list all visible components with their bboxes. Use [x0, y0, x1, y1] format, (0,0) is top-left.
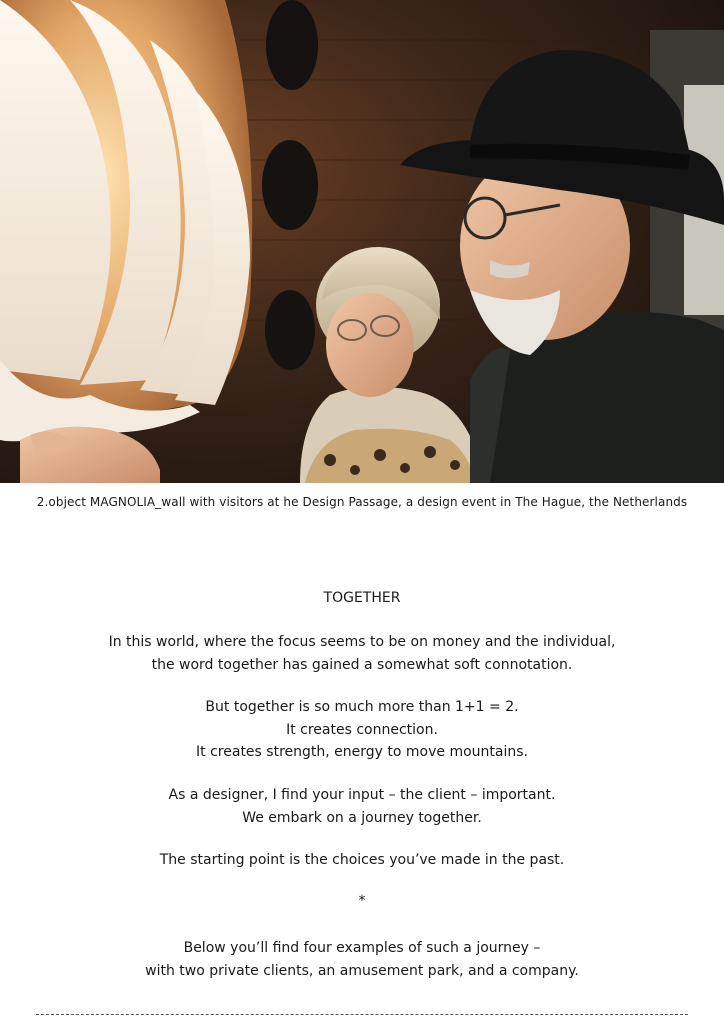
paragraph-line: Below you’ll find four examples of such a journey –: [183, 940, 541, 956]
dashed-divider: [36, 1014, 688, 1015]
paragraph-line: But together is so much more than 1+1 = 2.: [205, 699, 519, 715]
paragraph-3: [0, 784, 724, 829]
paragraph-2: [0, 696, 724, 764]
photo-caption: 2.object MAGNOLIA_wall with visitors at he Design Passage, a design event in The Hague, the Netherlands: [36, 495, 688, 509]
paragraph-line: As a designer, I find your input – the client – important.: [168, 787, 556, 803]
paragraph-line: It creates strength, energy to move mountains.: [196, 744, 528, 760]
paragraph-line: In this world, where the focus seems to be on money and the individual,: [108, 634, 616, 650]
paragraph-4: [0, 849, 724, 872]
section-separator: *: [358, 893, 366, 909]
article-heading: TOGETHER: [323, 590, 401, 606]
paragraph-line: The starting point is the choices you’ve made in the past.: [159, 852, 565, 868]
photo-illustration: [0, 0, 724, 483]
paragraph-1: [0, 631, 724, 676]
paragraph-5: [0, 937, 724, 982]
paragraph-line: the word together has gained a somewhat soft connotation.: [151, 656, 573, 673]
hero-photo: [0, 0, 724, 483]
paragraph-line: It creates connection.: [286, 721, 438, 738]
paragraph-line: We embark on a journey together.: [242, 809, 482, 826]
paragraph-line: with two private clients, an amusement park, and a company.: [145, 962, 579, 979]
